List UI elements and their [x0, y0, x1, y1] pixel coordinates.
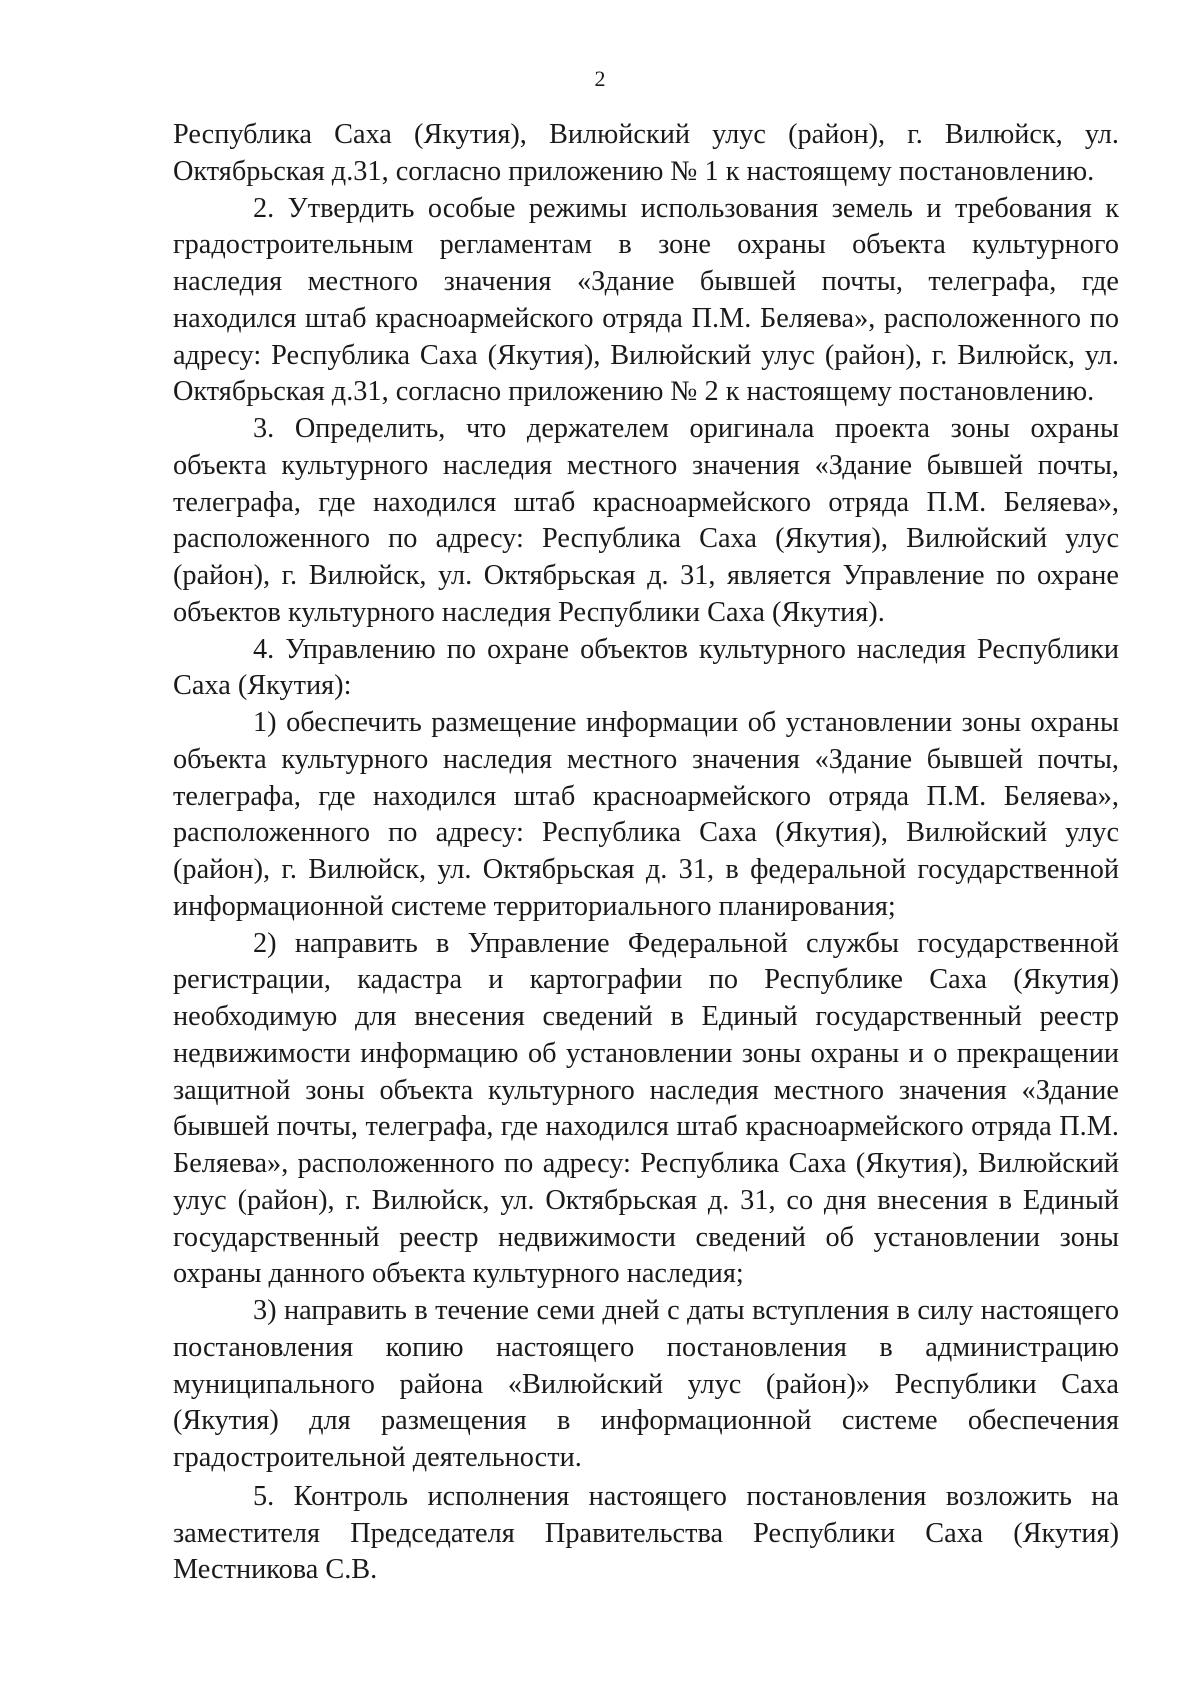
paragraph-subitem-2: 2) направить в Управление Федеральной службы государственной регистрации, кадастра и картографии по Республике Саха (Якутия) необходимую для внесения сведений в Единый государственный реестр недвижимости информацию об установлении зоны охраны и о прекращении защитной зоны объекта культурного наследия местного значения «Здание бывшей почты, телеграфа, где находился штаб красноармейского отряда П.М. Беляева», расположенного по адресу: Республика Саха (Якутия), Вилюйский улус (район), г. Вилюйск, ул. Октябрьская д. 31, со дня внесения в Единый государственный реестр недвижимости сведений об установлении зоны охраны данного объекта культурного наследия;	[173, 927, 1119, 1290]
paragraph-subitem-3: 3) направить в течение семи дней с даты вступления в силу настоящего постановления копию настоящего постановления в администрацию муниципального района «Вилюйский улус (район)» Республики Саха (Якутия) для размещения в информационной системе обеспечения градостроительной деятельности.	[173, 1295, 1119, 1473]
paragraph-item-5: 5. Контроль исполнения настоящего постановления возложить на заместителя Председателя Правительства Республики Саха (Якутия) Местникова С.В.	[173, 1480, 1119, 1586]
paragraph-item-4: 4. Управлению по охране объектов культурного наследия Республики Саха (Якутия):	[173, 633, 1119, 702]
document-body	[173, 117, 1119, 1589]
paragraph-item-3: 3. Определить, что держателем оригинала проекта зоны охраны объекта культурного наследия местного значения «Здание бывшей почты, телеграфа, где находился штаб красноармейского отряда П.М. Беляева», расположенного по адресу: Республика Саха (Якутия), Вилюйский улус (район), г. Вилюйск, ул. Октябрьская д. 31, является Управление по охране объектов культурного наследия Республики Саха (Якутия).	[173, 413, 1119, 628]
paragraph-subitem-1: 1) обеспечить размещение информации об установлении зоны охраны объекта культурного наследия местного значения «Здание бывшей почты, телеграфа, где находился штаб красноармейского отряда П.М. Беляева», расположенного по адресу: Республика Саха (Якутия), Вилюйский улус (район), г. Вилюйск, ул. Октябрьская д. 31, в федеральной государственной информационной системе территориального планирования;	[173, 707, 1119, 922]
page-number: 2	[594, 66, 606, 91]
paragraph-item-2: 2. Утвердить особые режимы использования земель и требования к градостроительным регламентам в зоне охраны объекта культурного наследия местного значения «Здание бывшей почты, телеграфа, где находился штаб красноармейского отряда П.М. Беляева», расположенного по адресу: Республика Саха (Якутия), Вилюйский улус (район), г. Вилюйск, ул. Октябрьская д.31, согласно приложению № 2 к настоящему постановлению.	[173, 192, 1119, 408]
paragraph-continuation: Республика Саха (Якутия), Вилюйский улус (район), г. Вилюйск, ул. Октябрьская д.31, согласно приложению № 1 к настоящему постановлению.	[173, 119, 1119, 187]
